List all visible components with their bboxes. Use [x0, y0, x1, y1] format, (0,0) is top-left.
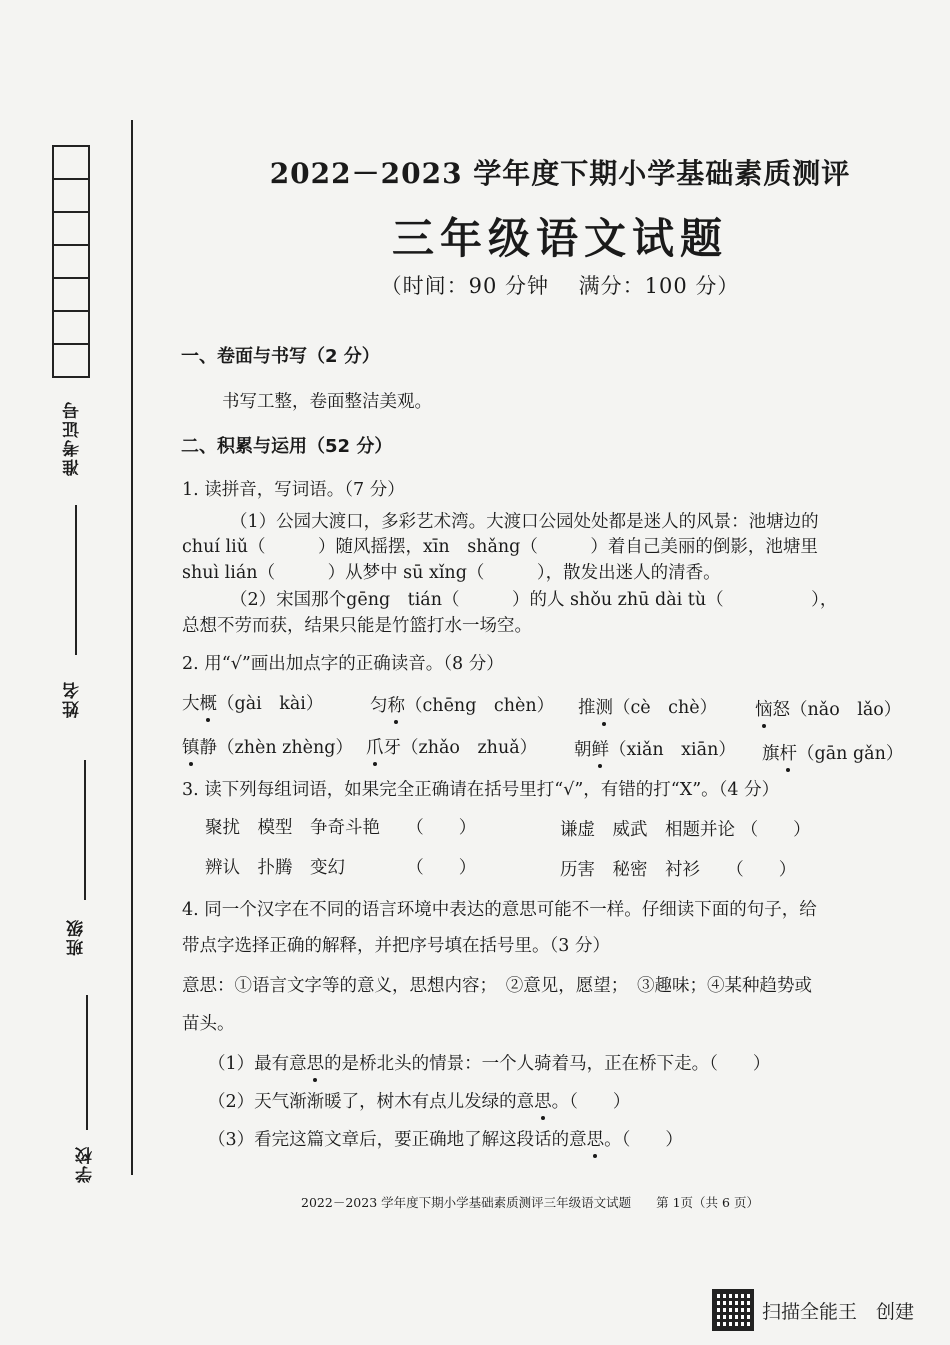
q3-group: 聚扰 模型 争奇斗艳 （ ） — [205, 818, 477, 838]
page-footer: 2022－2023 学年度下期小学基础素质测评三年级语文试题 第 1页（共 6 页） — [301, 1195, 759, 1210]
section1-heading: 一、卷面与书写（2 分） — [181, 346, 380, 367]
exam-number-grid — [52, 145, 90, 378]
q2-item: 朝鲜（xiǎn xiān） — [574, 736, 736, 761]
q3-group: 谦虚 威武 相题并论 （ ） — [560, 820, 811, 840]
q3-title: 3. 读下列每组词语，如果完全正确请在括号里打“√”，有错的打“X”。（4 分） — [182, 780, 780, 800]
exam-number-label: 准考证号 — [63, 400, 83, 476]
exam-title-line2: 三年级语文试题 — [391, 214, 728, 263]
section2-heading: 二、积累与运用（52 分） — [181, 436, 393, 457]
q3-group: 历害 秘密 衬衫 （ ） — [560, 860, 797, 880]
q2-item: 匀称（chēng chèn） — [370, 692, 554, 717]
q4-meanings-line1: 意思：①语言文字等的意义，思想内容； ②意见，愿望； ③趣味；④某种趋势或 — [182, 976, 812, 996]
q2-item: 爪牙（zhǎo zhuǎ） — [366, 734, 537, 759]
q4-sentence1: （1）最有意思的是桥北头的情景：一个人骑着马，正在桥下走。（ ） — [208, 1050, 770, 1075]
q1-title: 1. 读拼音，写词语。（7 分） — [182, 480, 405, 500]
q2-item: 镇静（zhèn zhèng） — [182, 734, 353, 759]
q1-line1: （1）公园大渡口，多彩艺术湾。大渡口公园处处都是迷人的风景：池塘边的 — [230, 512, 819, 532]
q4-sentence2: （2）天气渐渐暖了，树木有点儿发绿的意思。（ ） — [208, 1088, 630, 1113]
exam-title-line1: 2022－2023 学年度下期小学基础素质测评 — [269, 157, 851, 190]
q1-line4: （2）宋国那个gēng tián（ ）的人 shǒu zhū dài tù（ ）， — [230, 590, 838, 610]
q4-title-line1: 4. 同一个汉字在不同的语言环境中表达的意思可能不一样。仔细读下面的句子，给 — [182, 900, 817, 920]
name-blank[interactable] — [84, 760, 86, 900]
q2-item: 旗杆（gān gǎn） — [762, 740, 903, 765]
q2-item: 恼怒（nǎo lǎo） — [755, 696, 901, 721]
section1-text: 书写工整，卷面整洁美观。 — [222, 392, 432, 412]
q3-group: 辨认 扑腾 变幻 （ ） — [205, 858, 477, 878]
q4-meanings-line2: 苗头。 — [182, 1014, 235, 1034]
exam-time-score: （时间：90 分钟 满分：100 分） — [380, 274, 740, 298]
exam-number-blank[interactable] — [75, 505, 77, 655]
binding-line — [131, 120, 133, 1175]
qr-code-icon — [712, 1289, 754, 1331]
name-label: 姓名 — [63, 680, 83, 718]
scanner-watermark — [712, 1290, 914, 1330]
q4-title-line2: 带点字选择正确的解释，并把序号填在括号里。（3 分） — [182, 936, 610, 956]
class-blank[interactable] — [86, 995, 88, 1130]
q1-line5: 总想不劳而获，结果只能是竹篮打水一场空。 — [182, 616, 532, 636]
school-label: 学校 — [76, 1145, 96, 1183]
q4-sentence3: （3）看完这篇文章后，要正确地了解这段话的意思。（ ） — [208, 1126, 683, 1151]
watermark-text: 扫描全能王 创建 — [762, 1300, 915, 1323]
q2-title: 2. 用“√”画出加点字的正确读音。（8 分） — [182, 654, 504, 674]
q1-line3: shuì lián（ ）从梦中 sū xǐng（ ），散发出迷人的清香。 — [182, 563, 721, 583]
class-label: 班级 — [67, 918, 87, 956]
q1-line2: chuí liǔ（ ）随风摇摆，xīn shǎng（ ）着自己美丽的倒影，池塘里 — [182, 537, 818, 557]
q2-item: 推测（cè chè） — [578, 694, 717, 719]
q2-item: 大概（gài kài） — [182, 690, 323, 715]
